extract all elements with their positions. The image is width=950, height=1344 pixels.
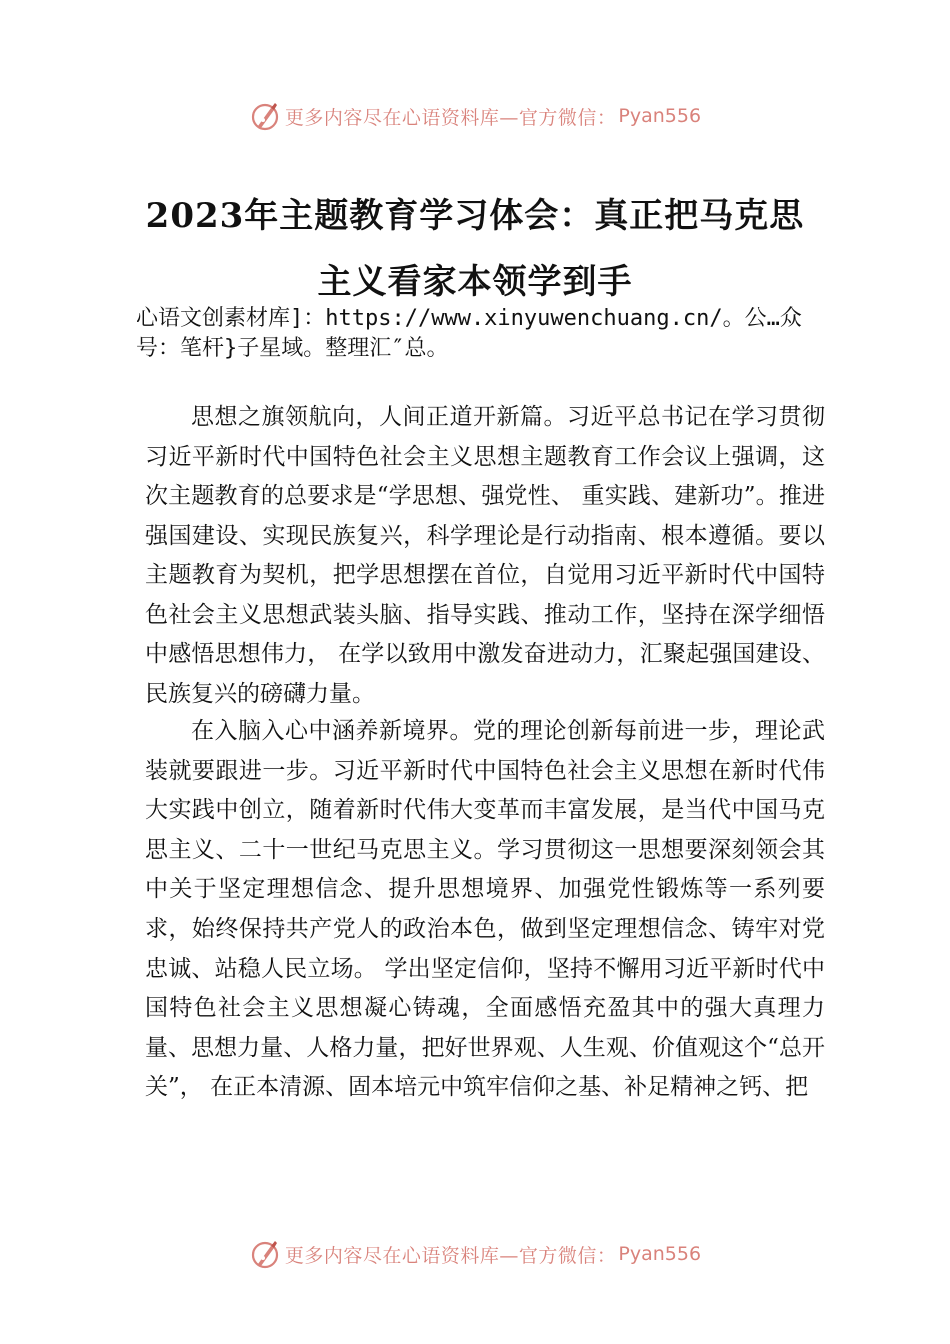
- banner-wechat-handle: Pyan556: [618, 1243, 702, 1265]
- pen-logo-icon: [249, 1238, 281, 1270]
- banner-text: 更多内容尽在心语资料库—官方微信：: [284, 1244, 617, 1267]
- header-banner: [0, 96, 950, 136]
- pen-logo-icon: [249, 100, 281, 132]
- document-title-line-2: 主义看家本领学到手: [317, 262, 633, 302]
- paragraph-2: 在入脑入心中涵养新境界。党的理论创新每前进一步，理论武装就要跟进一步。习近平新时代中国特色社会主义思想在新时代伟大实践中创立，随着新时代伟大变革而丰富发展，是当代中国马克思主义、二十一世纪马克思主义。学习贯彻这一思想要深刻领会其中关于坚定理想信念、提升思想境界、加强党性锻炼等一系列要求，始终保持共产党人的政治本色，做到坚定理想信念、铸牢对党忠诚、站稳人民立场。 学出坚定信仰，坚持不懈用习近平新时代中国特色社会主义思想凝心铸魂，全面感悟充盈其中的强大真理力量、思想力量、人格力量，把好世界观、人生观、价值观这个“总开关”， 在正本清源、固本培元中筑牢信仰之基、补足精神之钙、把: [145, 718, 825, 1101]
- footer-banner: [0, 1234, 950, 1274]
- source-line: 心语文创素材库]：https://www.xinyuwenchuang.cn/。公…众号：笔杆}子星域。整理汇″总。: [136, 306, 802, 361]
- banner-wechat-handle: Pyan556: [618, 105, 702, 127]
- banner-text: 更多内容尽在心语资料库—官方微信：: [284, 106, 617, 129]
- paragraph-1: 思想之旗领航向，人间正道开新篇。习近平总书记在学习贯彻习近平新时代中国特色社会主义思想主题教育工作会议上强调，这次主题教育的总要求是“学思想、强党性、 重实践、建新功”。推进强国建设、实现民族复兴，科学理论是行动指南、根本遵循。要以主题教育为契机，把学思想摆在首位，自觉用习近平新时代中国特色社会主义思想武装头脑、指导实践、推动工作，坚持在深学细悟中感悟思想伟力， 在学以致用中激发奋进动力，汇聚起强国建设、民族复兴的磅礴力量。: [145, 404, 825, 707]
- document-title-line-1: 2023年主题教育学习体会：真正把马克思: [145, 196, 805, 236]
